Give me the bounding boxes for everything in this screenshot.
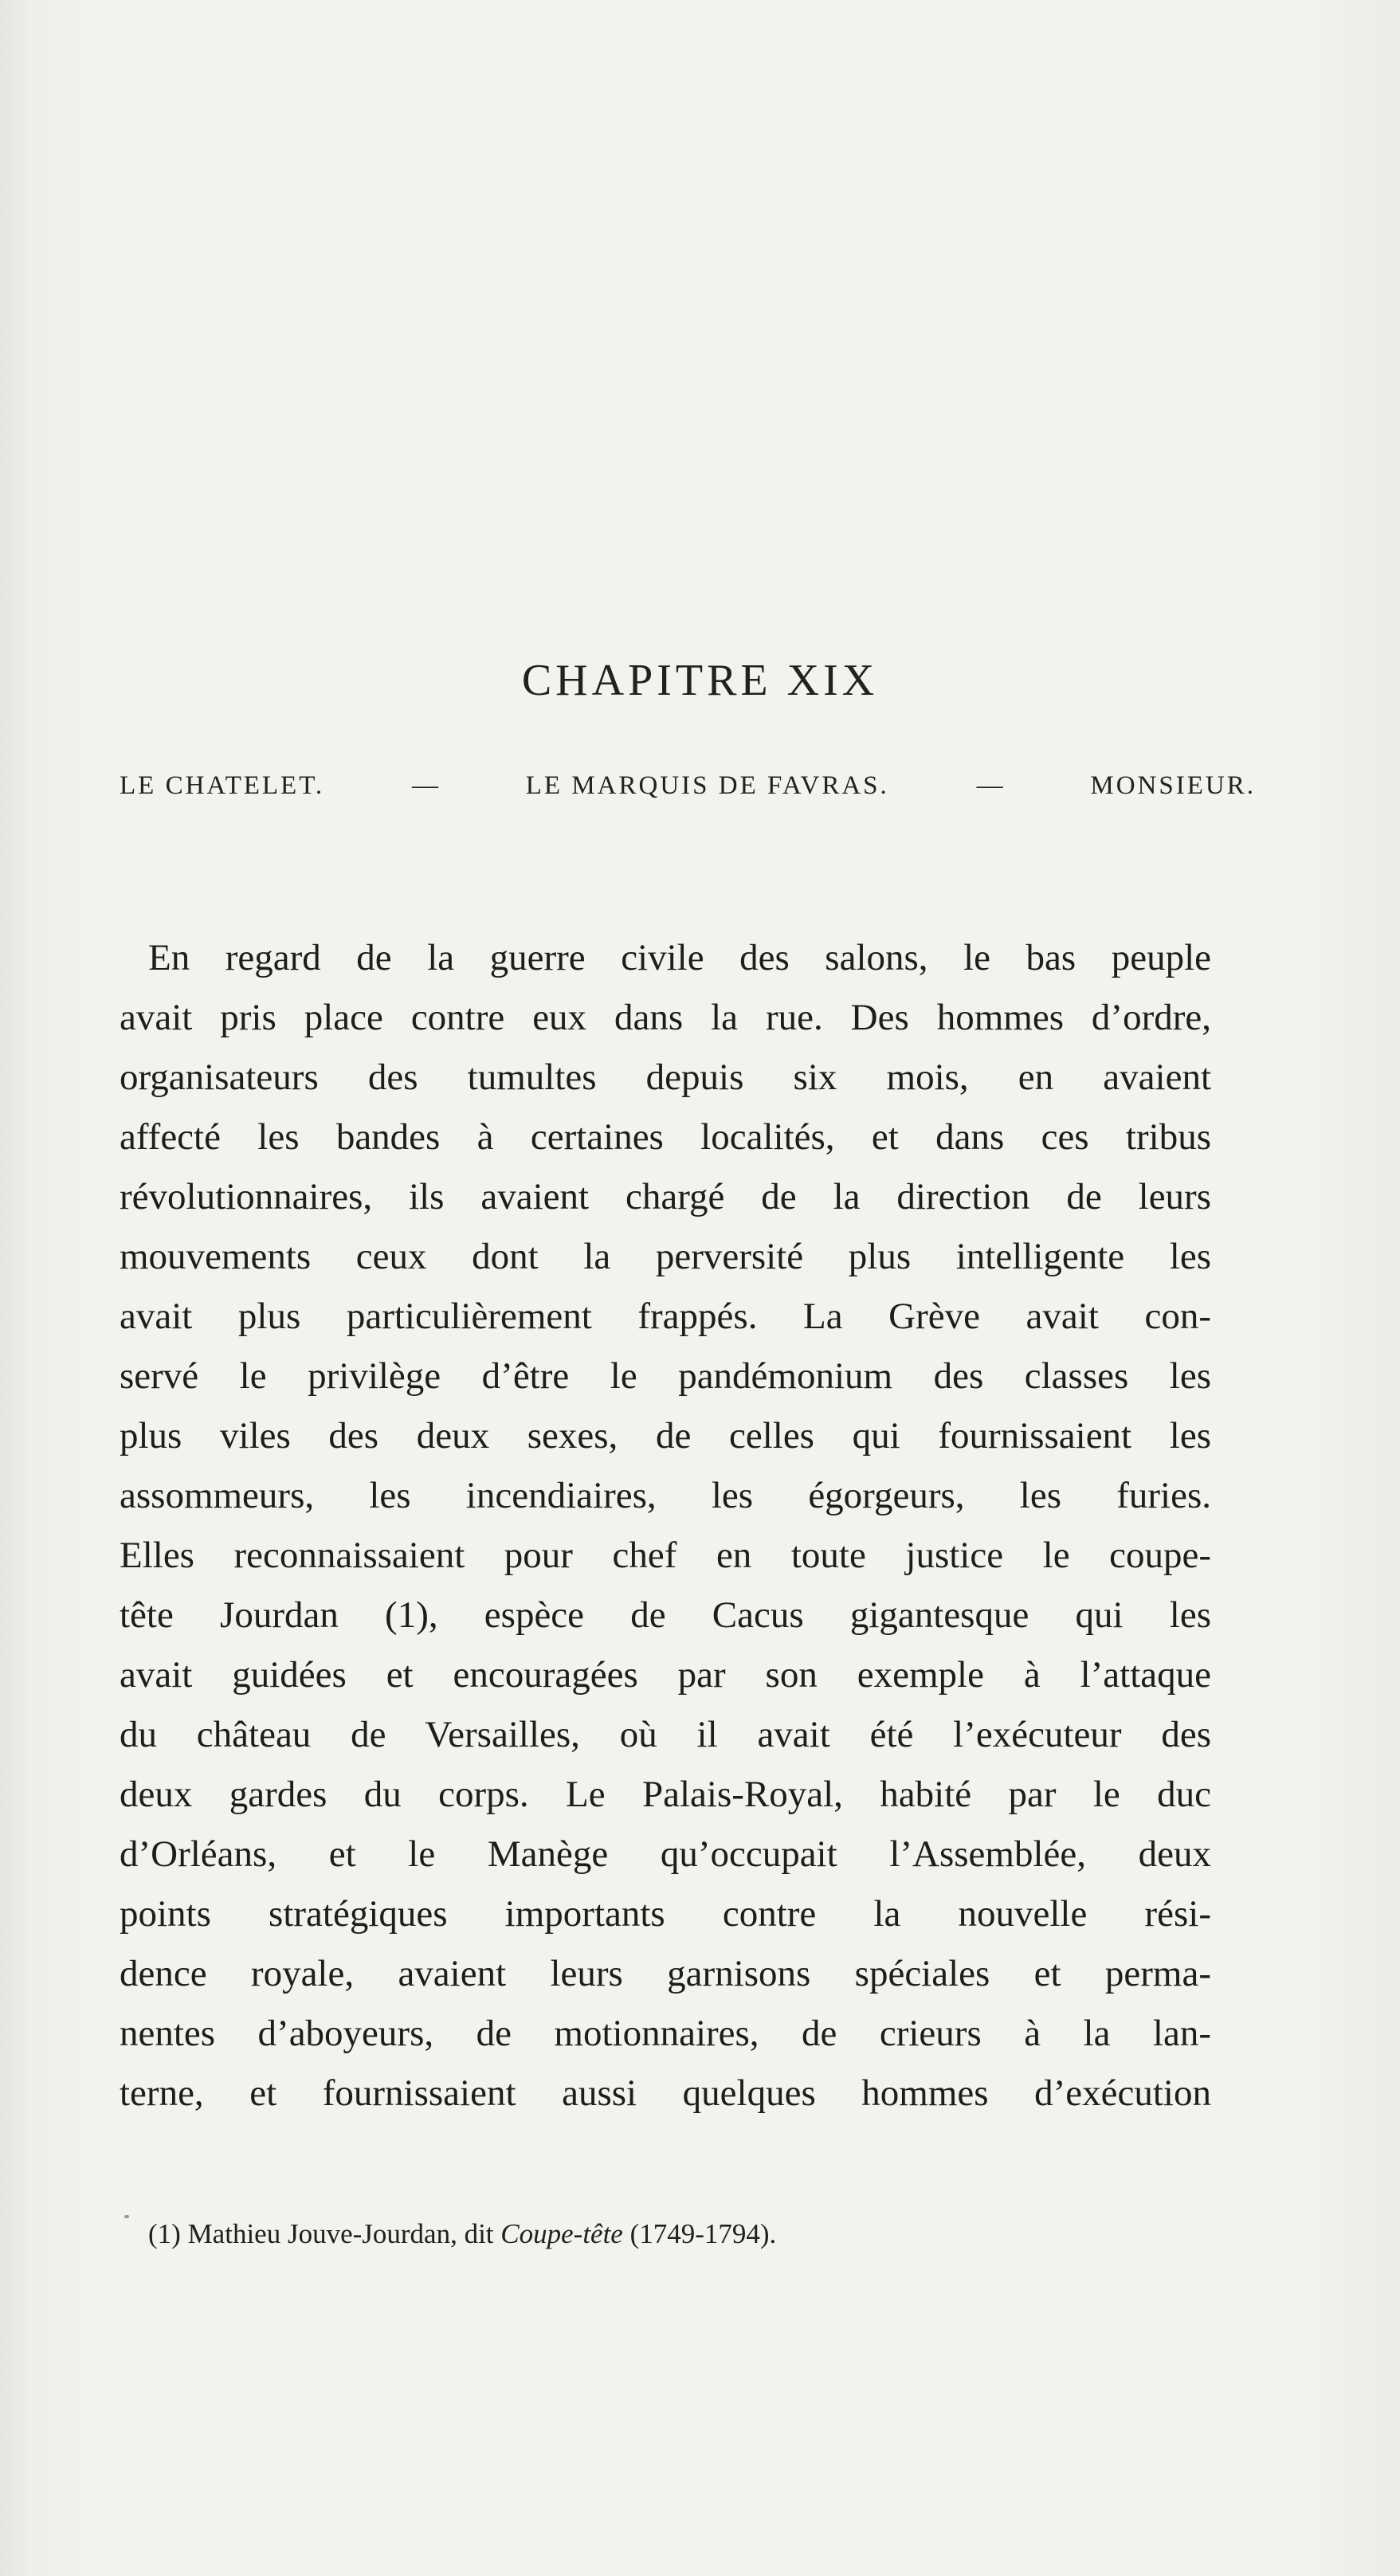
footnote-dates: (1749-1794). — [629, 2218, 777, 2249]
subtitle-dash: — — [976, 771, 1003, 800]
subtitle-part-chatelet: LE CHATELET. — [120, 771, 325, 800]
chapter-subtitle — [120, 771, 1256, 801]
text-line: servé le privilège d’être le pandémonium des classes les — [120, 1355, 1211, 1397]
text-line: organisateurs des tumultes depuis six mois, en avaient — [120, 1057, 1211, 1098]
text-line: En regard de la guerre civile des salons, le bas peuple — [148, 937, 1211, 978]
text-line: dence royale, avaient leurs garnisons spéciales et perma- — [120, 1953, 1211, 1994]
footnote-dot — [124, 2215, 129, 2218]
subtitle-part-monsieur: MONSIEUR. — [1090, 771, 1256, 800]
subtitle-part-favras: LE MARQUIS DE FAVRAS. — [525, 771, 889, 800]
text-line: d’Orléans, et le Manège qu’occupait l’Assemblée, deux — [120, 1833, 1211, 1875]
footnote-text: Mathieu Jouve-Jourdan, dit — [187, 2218, 494, 2249]
footnote-marker: (1) — [148, 2218, 181, 2249]
text-line: avait pris place contre eux dans la rue. Des hommes d’ordre, — [120, 997, 1211, 1038]
text-line: avait guidées et encouragées par son exemple à l’attaque — [120, 1654, 1211, 1696]
footnote — [148, 2217, 776, 2251]
text-line: du château de Versailles, où il avait été l’exécuteur des — [120, 1714, 1211, 1755]
text-line: assommeurs, les incendiaires, les égorgeurs, les furies. — [120, 1475, 1211, 1516]
text-line: affecté les bandes à certaines localités, et dans ces tribus — [120, 1116, 1211, 1158]
text-line: mouvements ceux dont la perversité plus intelligente les — [120, 1236, 1211, 1277]
footnote-italic-text: Coupe-tête — [500, 2218, 623, 2249]
chapter-title: CHAPITRE XIX — [521, 656, 879, 705]
text-line: révolutionnaires, ils avaient chargé de la direction de leurs — [120, 1176, 1211, 1217]
text-line: tête Jourdan (1), espèce de Cacus gigantesque qui les — [120, 1594, 1211, 1636]
body-paragraph — [120, 928, 1211, 2123]
text-line: terne, et fournissaient aussi quelques hommes d’exécution — [120, 2072, 1211, 2114]
text-line: plus viles des deux sexes, de celles qui fournissaient les — [120, 1415, 1211, 1457]
text-line: deux gardes du corps. Le Palais-Royal, habité par le duc — [120, 1774, 1211, 1815]
text-line: points stratégiques importants contre la nouvelle rési- — [120, 1893, 1211, 1935]
subtitle-dash: — — [411, 771, 438, 800]
text-line: nentes d’aboyeurs, de motionnaires, de crieurs à la lan- — [120, 2013, 1211, 2054]
text-line: avait plus particulièrement frappés. La Grève avait con- — [120, 1296, 1211, 1337]
text-line: Elles reconnaissaient pour chef en toute justice le coupe- — [120, 1535, 1211, 1576]
